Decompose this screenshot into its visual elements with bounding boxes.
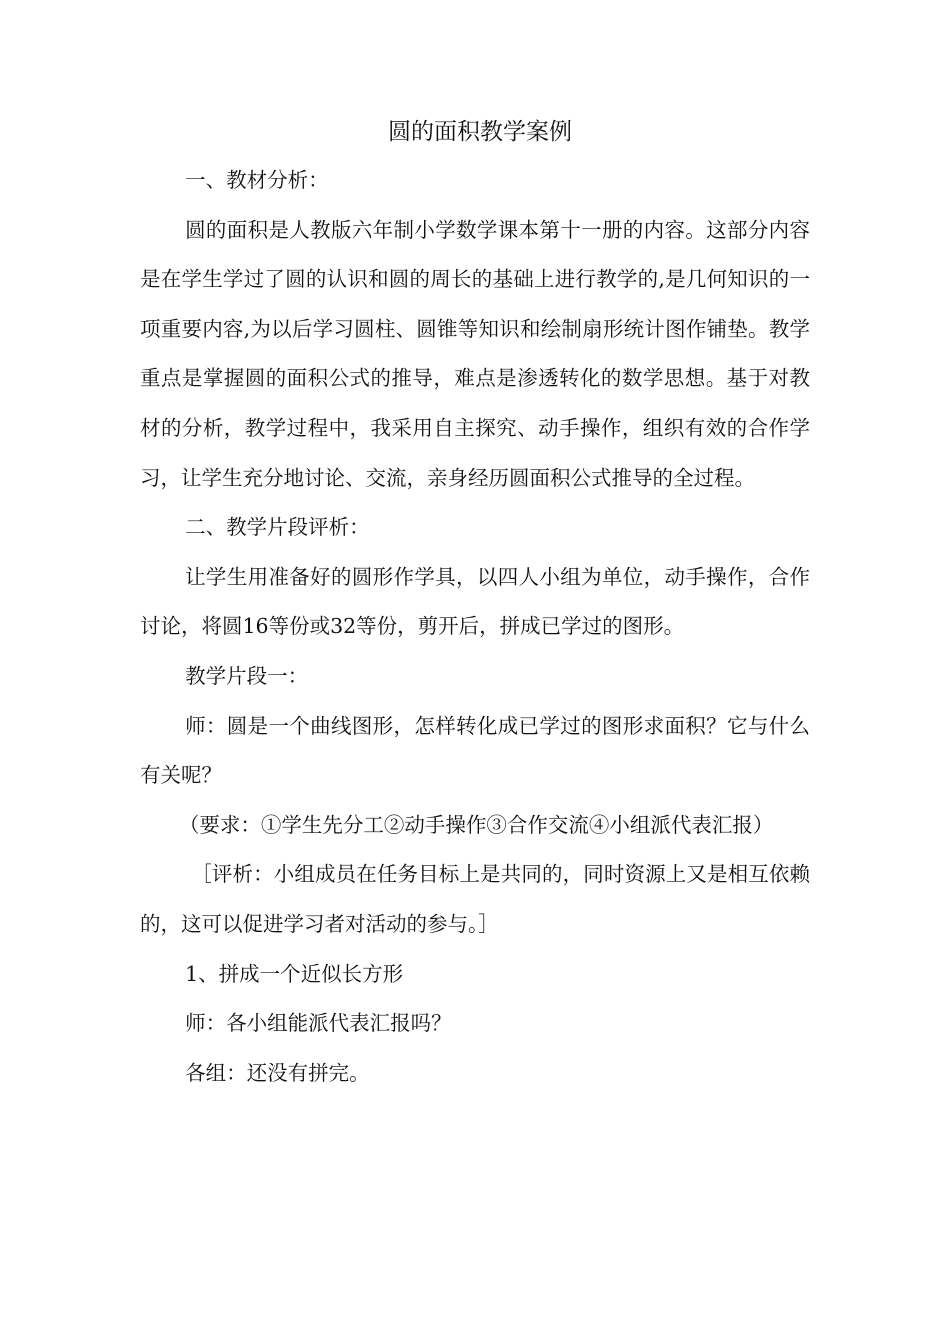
segment-heading-one: 教学片段一：	[185, 663, 309, 688]
paragraph-textbook-analysis: 圆的面积是人教版六年制小学数学课本第十一册的内容。这部分内容是在学生学过了圆的认识和圆的周长的基础上进行教学的,是几何知识的一项重要内容,为以后学习圆柱、圆锥等知识和绘制扇形统计图作铺垫。教学重点是掌握圆的面积公式的推导，难点是渗透转化的数学思想。基于对教材的分析，教学过程中，我采用自主探究、动手操作，组织有效的合作学习，让学生充分地讨论、交流，亲身经历圆面积公式推导的全过程。	[140, 217, 810, 490]
commentary-note: ［评析：小组成员在任务目标上是共同的，同时资源上又是相互依赖的，这可以促进学习者对活动的参与。］	[140, 862, 810, 936]
document-body	[140, 156, 810, 1098]
teacher-question: 师：圆是一个曲线图形，怎样转化成已学过的图形求面积？它与什么有关呢？	[140, 713, 810, 788]
document-title: 圆的面积教学案例	[388, 119, 572, 145]
teacher-prompt: 师：各小组能派代表汇报吗？	[185, 1011, 452, 1036]
requirements-note: （要求：①学生先分工②动手操作③合作交流④小组派代表汇报）	[178, 812, 774, 837]
groups-response: 各组：还没有拼完。	[185, 1060, 370, 1085]
paragraph-activity-instructions: 让学生用准备好的圆形作学具，以四人小组为单位，动手操作，合作讨论，将圆16等份或32等份，剪开后，拼成已学过的图形。	[140, 564, 810, 639]
subheading-rectangle: 1、拼成一个近似长方形	[185, 961, 404, 986]
section-heading-teaching-segment-analysis: 二、教学片段评析：	[185, 515, 370, 540]
section-heading-textbook-analysis: 一、教材分析：	[185, 168, 329, 192]
